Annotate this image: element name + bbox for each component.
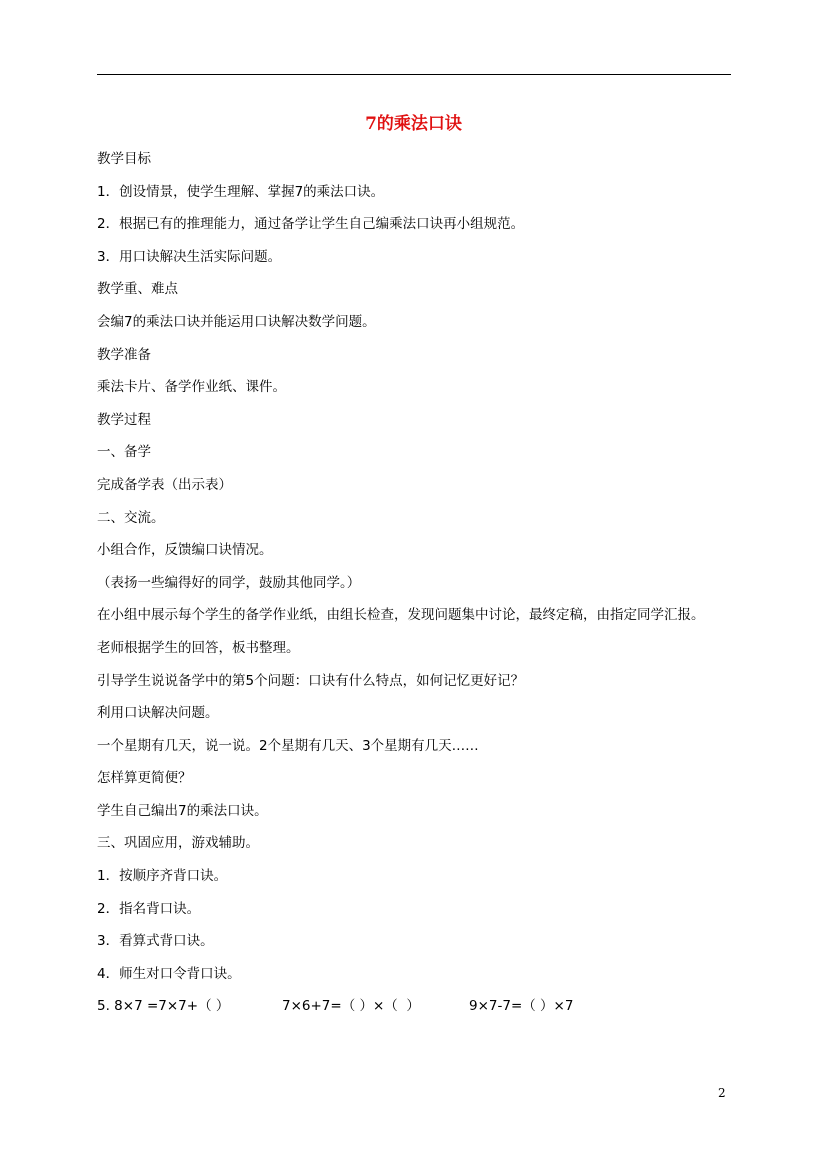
exercise-line <box>97 995 733 1017</box>
exercise-item-1: 5. 8×7 =7×7+（ ） <box>97 998 230 1015</box>
group-display-text: 在小组中展示每个学生的备学作业纸，由组长检查，发现问题集中讨论，最终定稿，由指定同学汇报。 <box>97 607 705 624</box>
exercise-item-3: 9×7-7=（ ）×7 <box>469 998 574 1015</box>
heading-teaching-goals: 教学目标 <box>97 151 151 167</box>
heading-key-points: 教学重、难点 <box>97 281 178 298</box>
section-1-heading: 一、备学 <box>97 444 151 461</box>
section-2-heading: 二、交流。 <box>97 509 165 526</box>
simplify-question: 怎样算更简便？ <box>97 770 192 787</box>
document-body <box>97 148 733 1017</box>
header-rule <box>97 74 731 75</box>
activity-4: 4．师生对口令背口诀。 <box>97 965 241 982</box>
problem-solving-heading: 利用口诀解决问题。 <box>97 705 219 722</box>
key-points-text: 会编7的乘法口诀并能运用口诀解决数学问题。 <box>97 313 376 330</box>
heading-preparation: 教学准备 <box>97 346 151 363</box>
activity-3: 3．看算式背口诀。 <box>97 933 214 950</box>
week-question: 一个星期有几天，说一说。2个星期有几天、3个星期有几天…… <box>97 737 479 754</box>
preparation-text: 乘法卡片、备学作业纸、课件。 <box>97 379 286 396</box>
activity-1: 1．按顺序齐背口诀。 <box>97 868 228 885</box>
heading-process: 教学过程 <box>97 411 151 428</box>
goal-2: 2．根据已有的推理能力，通过备学让学生自己编乘法口诀再小组规范。 <box>97 216 525 233</box>
student-compose-text: 学生自己编出7的乘法口诀。 <box>97 802 268 819</box>
goal-1: 1．创设情景，使学生理解、掌握7的乘法口诀。 <box>97 183 385 200</box>
document-title: 7的乘法口诀 <box>365 114 462 134</box>
activity-2: 2．指名背口诀。 <box>97 900 201 917</box>
guiding-question: 引导学生说说备学中的第5个问题：口诀有什么特点，如何记忆更好记？ <box>97 672 525 689</box>
group-work-text: 小组合作，反馈编口诀情况。 <box>97 542 273 559</box>
board-note: 老师根据学生的回答，板书整理。 <box>97 639 300 656</box>
section-3-heading: 三、巩固应用，游戏辅助。 <box>97 835 259 852</box>
goal-3: 3．用口诀解决生活实际问题。 <box>97 248 282 265</box>
page-number: 2 <box>718 1086 726 1100</box>
exercise-item-2: 7×6+7=（ ）×（ ） <box>282 998 420 1015</box>
section-1-text: 完成备学表（出示表） <box>97 476 232 493</box>
praise-note: （表扬一些编得好的同学，鼓励其他同学。） <box>97 574 361 591</box>
